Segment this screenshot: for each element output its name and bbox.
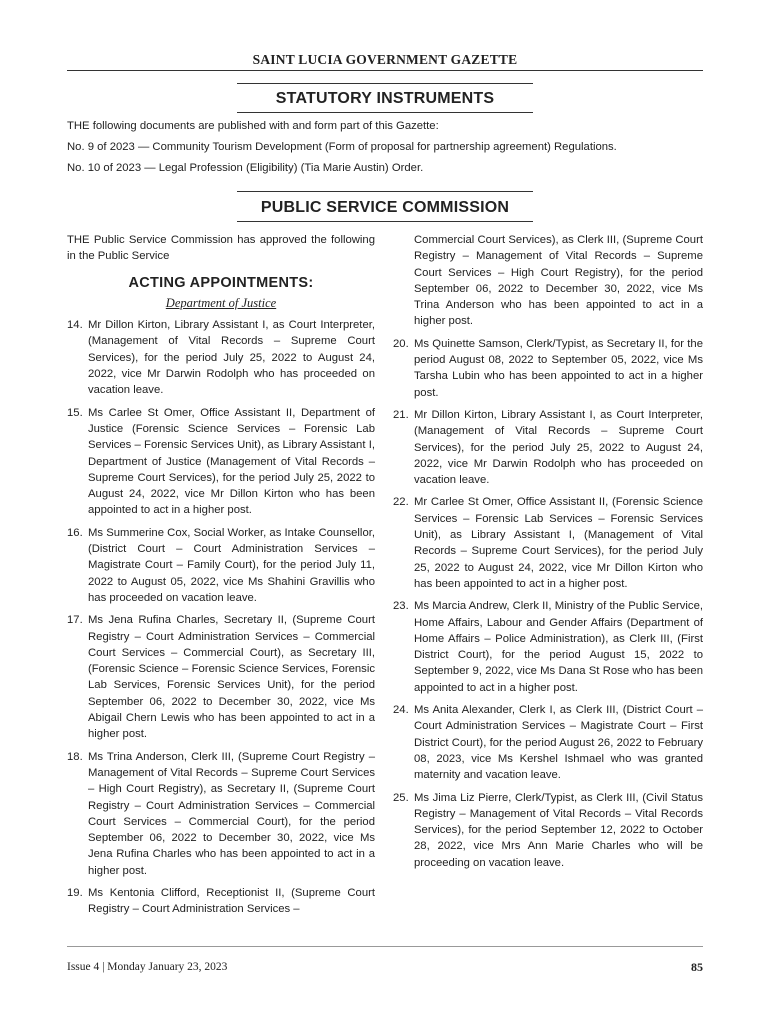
department-heading: Department of Justice: [165, 295, 277, 310]
entry-number: 25.: [393, 791, 409, 804]
entry-number: 17.: [67, 614, 83, 627]
entry-text: Mr Carlee St Omer, Office Assistant II, (Forensic Science Services – Forensic Lab Services – Forensic Services Unit), as Library Assistant I, (Management of Vital Records – Supreme Court Services), for the period July 25, 2022 to August 24, 2022, vice Mr Dillon Kirton who has been appointed to act in a higher post.: [414, 496, 703, 590]
entry-number: 16.: [67, 526, 83, 539]
appointment-entry: [393, 598, 703, 696]
entry-number: 14.: [67, 319, 83, 332]
footer-rule: [67, 946, 703, 947]
left-column: [67, 232, 375, 924]
appointment-entry: [67, 612, 375, 742]
statutory-top-rule: [237, 83, 533, 84]
appointment-entry: [67, 317, 375, 398]
entry-text: Ms Summerine Cox, Social Worker, as Intake Counsellor, (District Court – Court Administration Services – Magistrate Court – Family Court), for the period July 11, 2022 to August 05, 2022, vice Ms Shahini Gravillis who has proceeded on vacation leave.: [88, 526, 375, 604]
entry-number: 24.: [393, 704, 409, 717]
appointment-entry: [393, 494, 703, 592]
entry-number: 20.: [393, 337, 409, 350]
gazette-masthead: SAINT LUCIA GOVERNMENT GAZETTE: [252, 52, 518, 67]
entry-text: Ms Jima Liz Pierre, Clerk/Typist, as Clerk III, (Civil Status Registry – Management of Vital Records – Vital Records Services), for the period September 12, 2022 to October 28, 2022, vice Mrs Ann Marie Charles who will be proceeding on vacation leave.: [414, 791, 703, 869]
acting-appointments-heading: ACTING APPOINTMENTS:: [128, 274, 314, 291]
gazette-page: [67, 0, 703, 1024]
entry-text: Mr Dillon Kirton, Library Assistant I, as Court Interpreter, (Management of Vital Records – Supreme Court Services), for the period July 25, 2022 to August 24, 2022, vice Mr Darwin Rodolph who has proceeded on vacation leave.: [88, 319, 375, 397]
entry-text: Ms Trina Anderson, Clerk III, (Supreme Court Registry – Management of Vital Records – Supreme Court Services – High Court Registry), as Secretary II, (Supreme Court Registry – Court Administration Services – Commercial Court Services – Commercial Court), for the period September 06, 2022 to December 30, 2022, vice Ms Jena Rufina Charles who has been appointed to act in a higher post.: [88, 750, 375, 877]
entry-text: Ms Carlee St Omer, Office Assistant II, Department of Justice (Forensic Science Services – Forensic Lab Services – Forensic Services Unit), as Library Assistant I, Department of Justice (Management of Vital Records – Supreme Court Services), for the period July 25, 2022 to August 24, 2022, vice Mr Dillon Kirton who has been appointed to act in a higher post.: [88, 406, 375, 517]
issue-info: Issue 4 | Monday January 23, 2023: [67, 961, 228, 973]
entry-text: Ms Kentonia Clifford, Receptionist II, (Supreme Court Registry – Court Administration Services –: [88, 886, 375, 916]
psc-intro: THE Public Service Commission has approved the following in the Public Service: [67, 234, 375, 263]
page-number: 85: [691, 960, 703, 974]
masthead-rule: [67, 70, 703, 71]
entry-continuation: Commercial Court Services), as Clerk III, (Supreme Court Registry – Management of Vital Records – Supreme Court Services – High Court Registry), for the period September 06, 2022 to December 30, 2022, vice Ms Trina Anderson who has been appointed to act in a higher post.: [414, 234, 703, 328]
entry-text: Ms Quinette Samson, Clerk/Typist, as Secretary II, for the period August 08, 2022 to September 05, 2022, vice Ms Tarsha Lubin who has been appointed to act in a higher post.: [414, 337, 703, 399]
appointment-entry: [67, 749, 375, 879]
statutory-item: No. 10 of 2023 — Legal Profession (Eligibility) (Tia Marie Austin) Order.: [67, 162, 424, 174]
psc-top-rule: [237, 191, 533, 192]
entry-number: 19.: [67, 886, 83, 899]
psc-bottom-rule: [237, 221, 533, 222]
appointment-entry: [67, 885, 375, 918]
entry-text: Ms Jena Rufina Charles, Secretary II, (Supreme Court Registry – Court Administration Services – Commercial Court Services – Commercial Court), as Secretary III, (Forensic Science – Forensic Science Services, Forensic Lab Services, Forensic Services Unit), for the period September 06, 2022 to December 30, 2022, vice Ms Abigail Chern Lewis who has been appointed to act in a higher post.: [88, 614, 375, 741]
appointment-entry: [393, 702, 703, 783]
entry-text: Ms Anita Alexander, Clerk I, as Clerk III, (District Court – Court Administration Services – Magistrate Court – First District Court), for the period August 26, 2022 to February 08, 2023, vice Ms Kershel Ishmael who was granted maternity and vacation leave.: [414, 704, 703, 782]
statutory-item: No. 9 of 2023 — Community Tourism Development (Form of proposal for partnership agreement) Regulations.: [67, 141, 617, 153]
entry-text: Mr Dillon Kirton, Library Assistant I, as Court Interpreter, (Management of Vital Records – Supreme Court Services), for the period July 25, 2022 to August 24, 2022, vice Mr Darwin Rodolph who has proceeded on vacation leave.: [414, 408, 703, 487]
entry-number: 23.: [393, 600, 409, 613]
appointment-entry: [67, 525, 375, 606]
entry-number: 21.: [393, 408, 409, 421]
statutory-title: STATUTORY INSTRUMENTS: [275, 90, 495, 107]
appointment-entry: [67, 405, 375, 519]
entry-text: Ms Marcia Andrew, Clerk II, Ministry of the Public Service, Home Affairs, Labour and Gender Affairs (Department of Home Affairs – Police Administration), as Clerk III, (First District Court), for the period August 15, 2022 to September 9, 2022, vice Ms Dana St Rose who has been appointed to act in a higher post.: [414, 600, 703, 694]
psc-title: PUBLIC SERVICE COMMISSION: [260, 199, 510, 216]
statutory-intro: THE following documents are published with and form part of this Gazette:: [67, 120, 439, 132]
appointment-entry: [393, 790, 703, 871]
entry-number: 22.: [393, 496, 409, 509]
statutory-bottom-rule: [237, 112, 533, 113]
entry-number: 18.: [67, 750, 83, 763]
appointment-entry: [393, 336, 703, 401]
right-column: [393, 232, 703, 877]
entry-number: 15.: [67, 406, 83, 419]
appointment-entry: [393, 407, 703, 488]
